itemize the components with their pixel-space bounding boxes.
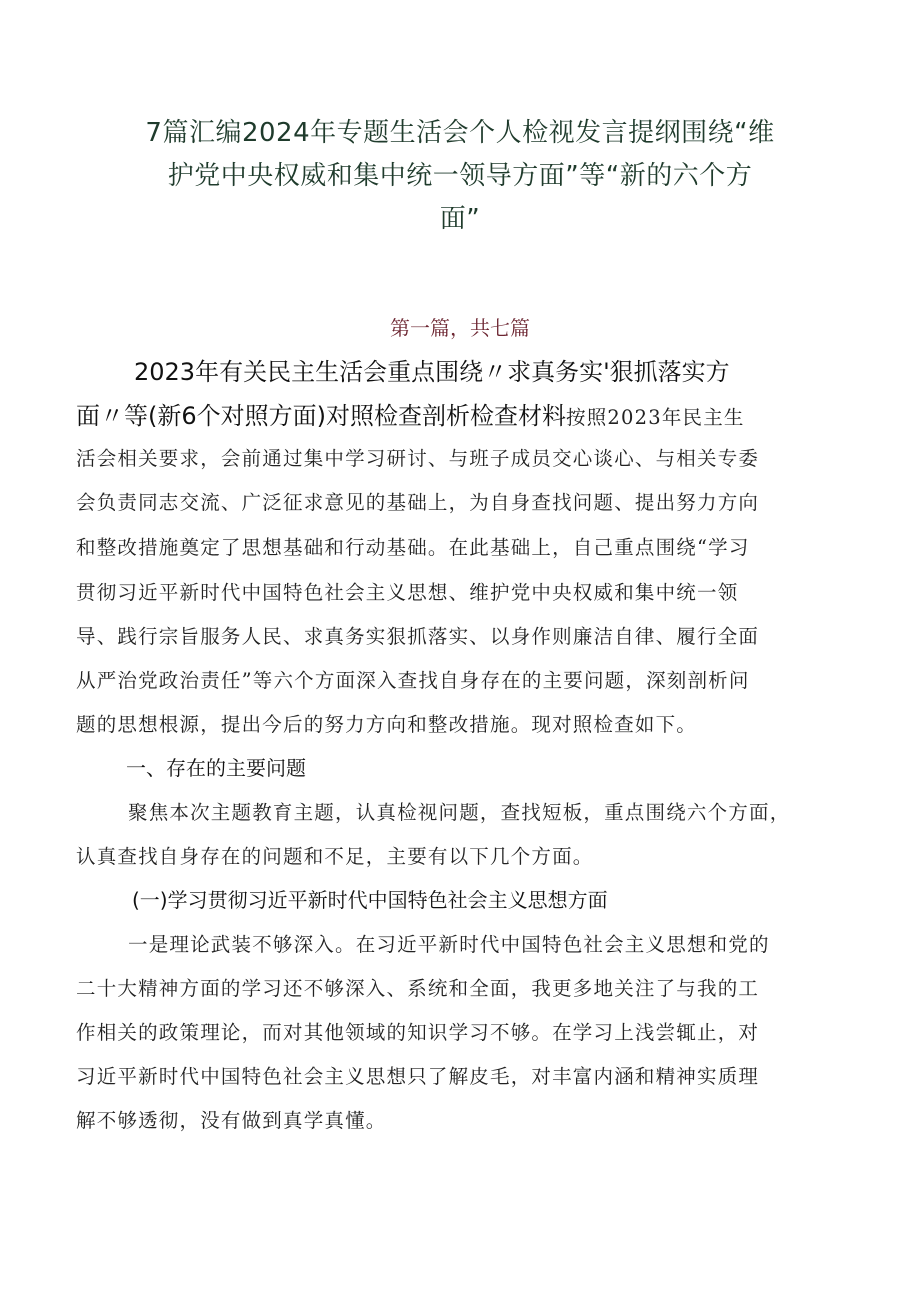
subsection-1-line-1: 一是理论武装不够深入。在习近平新时代中国特色社会主义思想和党的 xyxy=(128,933,770,956)
intro-line-7: 从严治党政治责任”等六个方面深入查找自身存在的主要问题，深刻剖析问 xyxy=(76,669,750,692)
subsection-1-line-5: 解不够透彻，没有做到真学真懂。 xyxy=(76,1109,387,1132)
intro-line-8: 题的思想根源，提出今后的努力方向和整改措施。现对照检查如下。 xyxy=(76,713,698,736)
article-title-line-2-row xyxy=(76,396,856,431)
part-indicator: 第一篇，共七篇 xyxy=(390,316,530,340)
intro-line-5: 贯彻习近平新时代中国特色社会主义思想、维护党中央权威和集中统一领 xyxy=(76,581,739,604)
intro-line-4: 和整改措施奠定了思想基础和行动基础。在此基础上，自己重点围绕“学习 xyxy=(76,536,750,559)
intro-line-2: 活会相关要求，会前通过集中学习研讨、与班子成员交心谈心、与相关专委 xyxy=(76,447,760,470)
intro-line-6: 导、践行宗旨服务人民、求真务实狠抓落实、以身作则廉洁自律、履行全面 xyxy=(76,625,760,648)
section-1-heading: 一、存在的主要问题 xyxy=(126,756,306,780)
subsection-1-line-2: 二十大精神方面的学习还不够深入、系统和全面，我更多地关注了与我的工 xyxy=(76,977,760,1000)
section-1-line-2: 认真查找自身存在的问题和不足，主要有以下几个方面。 xyxy=(76,845,594,868)
subsection-1-line-3: 作相关的政策理论，而对其他领域的知识学习不够。在学习上浅尝辄止，对 xyxy=(76,1021,760,1044)
title-line-2: 护党中央权威和集中统一领导方面”等“新的六个方 xyxy=(167,161,753,191)
section-1-line-1: 聚焦本次主题教育主题，认真检视问题，查找短板，重点围绕六个方面， xyxy=(128,801,791,824)
intro-line-3: 会负责同志交流、广泛征求意见的基础上，为自身查找问题、提出努力方向 xyxy=(76,491,760,514)
title-line-1: 7篇汇编2024年专题生活会个人检视发言提纲围绕“维 xyxy=(145,118,775,148)
subsection-1-heading: (一)学习贯彻习近平新时代中国特色社会主义思想方面 xyxy=(132,888,608,912)
subsection-1-line-4: 习近平新时代中国特色社会主义思想只了解皮毛，对丰富内涵和精神实质理 xyxy=(76,1065,760,1088)
intro-line-1: 按照2023年民主生 xyxy=(566,406,745,429)
article-title-line-1: 2023年有关民主生活会重点围绕〃求真务实'狠抓落实方 xyxy=(134,358,730,386)
title-line-3: 面” xyxy=(439,204,481,234)
article-title-line-2: 面〃等(新6个对照方面)对照检查剖析检查材料 xyxy=(76,402,566,430)
document-title xyxy=(110,112,810,241)
